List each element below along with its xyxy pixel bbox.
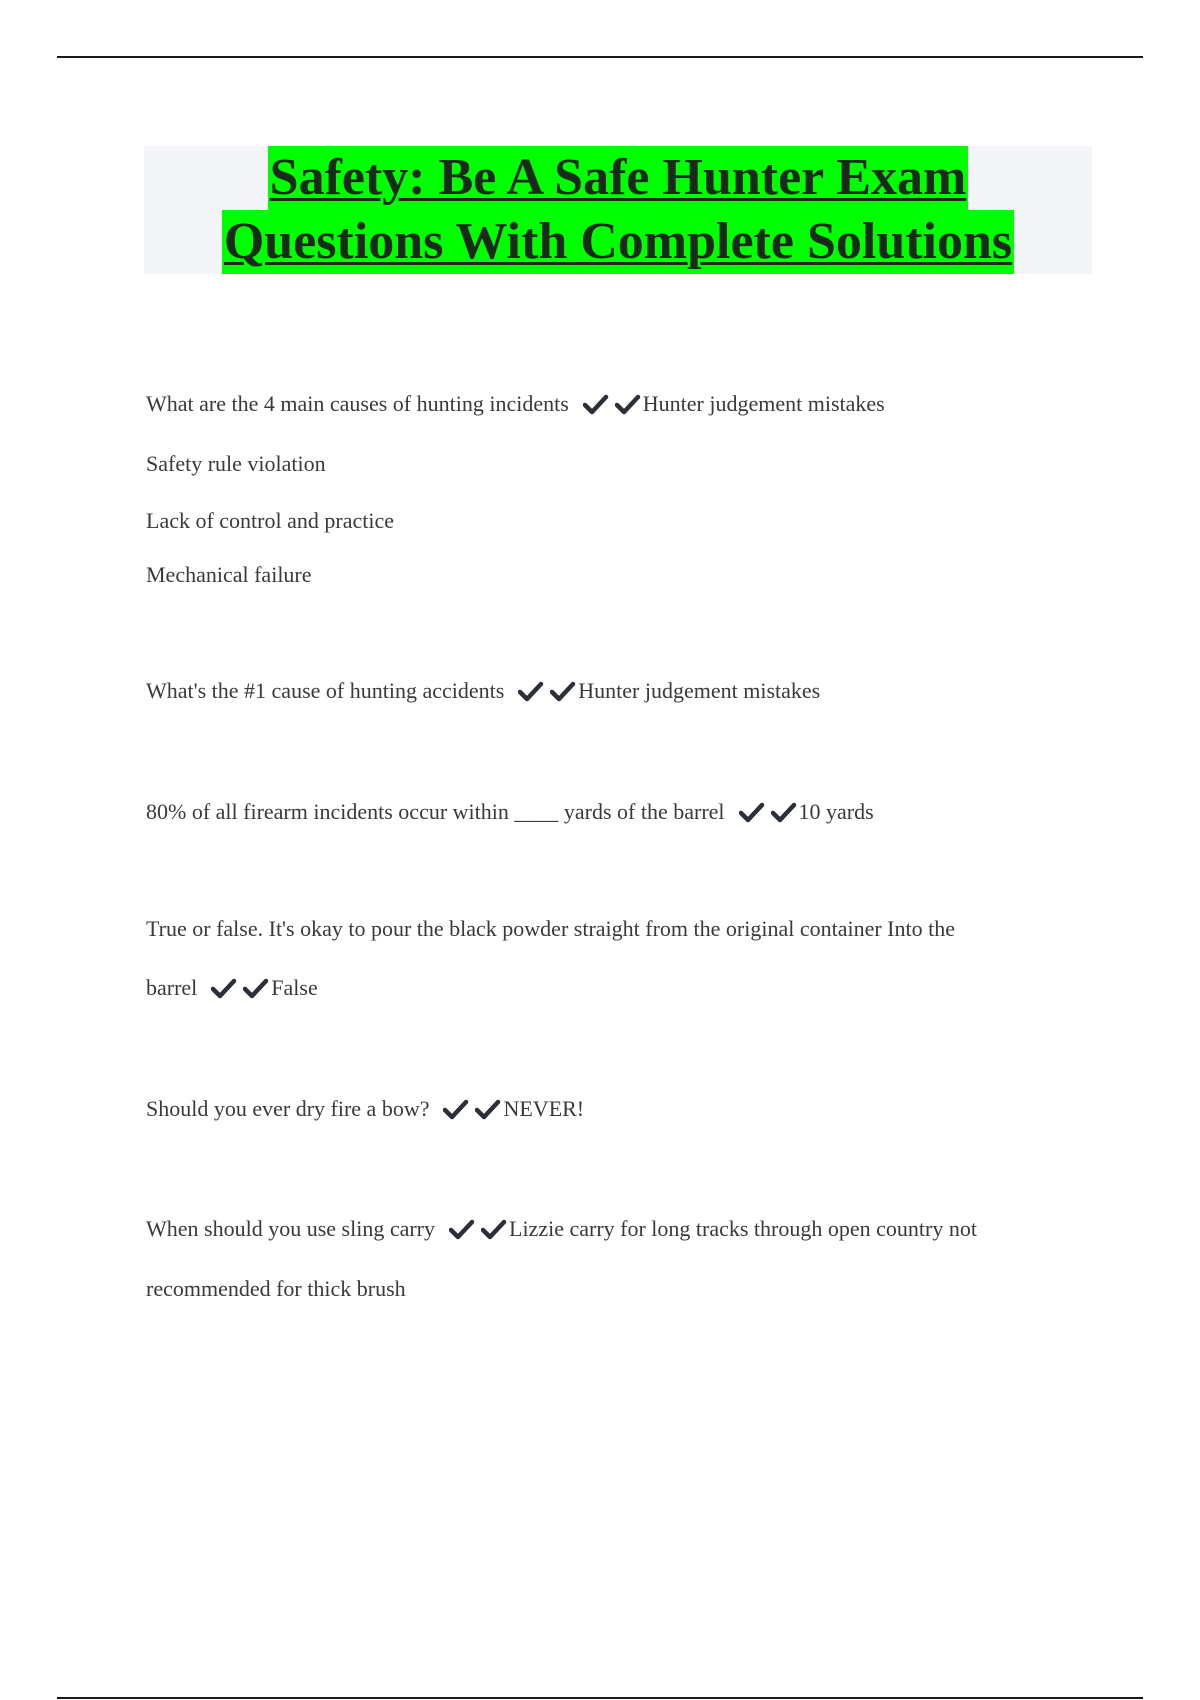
question-text: 80% of all firearm incidents occur within ____ yards of the barrel bbox=[146, 799, 725, 824]
qa-item-2 bbox=[146, 676, 820, 706]
question-text: barrel bbox=[146, 975, 198, 1000]
top-rule bbox=[57, 56, 1143, 58]
double-checkmark-icon bbox=[583, 389, 641, 419]
qa-item-4-line-1: True or false. It's okay to pour the black powder straight from the original container Into the bbox=[146, 916, 955, 941]
answer-text: Lizzie carry for long tracks through open country not bbox=[509, 1216, 977, 1241]
answer-text: Hunter judgement mistakes bbox=[642, 391, 885, 416]
answer-text: 10 yards bbox=[798, 799, 874, 824]
qa-item-1 bbox=[146, 389, 885, 419]
qa-item-4-line-2 bbox=[146, 973, 318, 1003]
qa-item-6 bbox=[146, 1214, 977, 1244]
double-checkmark-icon bbox=[739, 797, 797, 827]
page-title-line-2: Questions With Complete Solutions bbox=[222, 210, 1014, 274]
qa-item-3 bbox=[146, 797, 874, 827]
question-text: When should you use sling carry bbox=[146, 1216, 435, 1241]
qa-item-5 bbox=[146, 1094, 584, 1124]
double-checkmark-icon bbox=[443, 1094, 501, 1124]
answer-extra-line: Safety rule violation bbox=[146, 451, 326, 476]
title-banner bbox=[144, 146, 1092, 274]
answer-text: Hunter judgement mistakes bbox=[578, 678, 821, 703]
answer-extra-line: Mechanical failure bbox=[146, 562, 312, 587]
answer-text: NEVER! bbox=[503, 1096, 585, 1121]
double-checkmark-icon bbox=[211, 973, 269, 1003]
double-checkmark-icon bbox=[449, 1214, 507, 1244]
page-title-line-1: Safety: Be A Safe Hunter Exam bbox=[268, 146, 969, 210]
question-text: What are the 4 main causes of hunting incidents bbox=[146, 391, 569, 416]
bottom-rule bbox=[57, 1697, 1143, 1699]
double-checkmark-icon bbox=[518, 676, 576, 706]
question-text: What's the #1 cause of hunting accidents bbox=[146, 678, 505, 703]
answer-continuation: recommended for thick brush bbox=[146, 1276, 406, 1301]
question-text: Should you ever dry fire a bow? bbox=[146, 1096, 430, 1121]
answer-extra-line: Lack of control and practice bbox=[146, 508, 394, 533]
answer-text: False bbox=[271, 975, 318, 1000]
